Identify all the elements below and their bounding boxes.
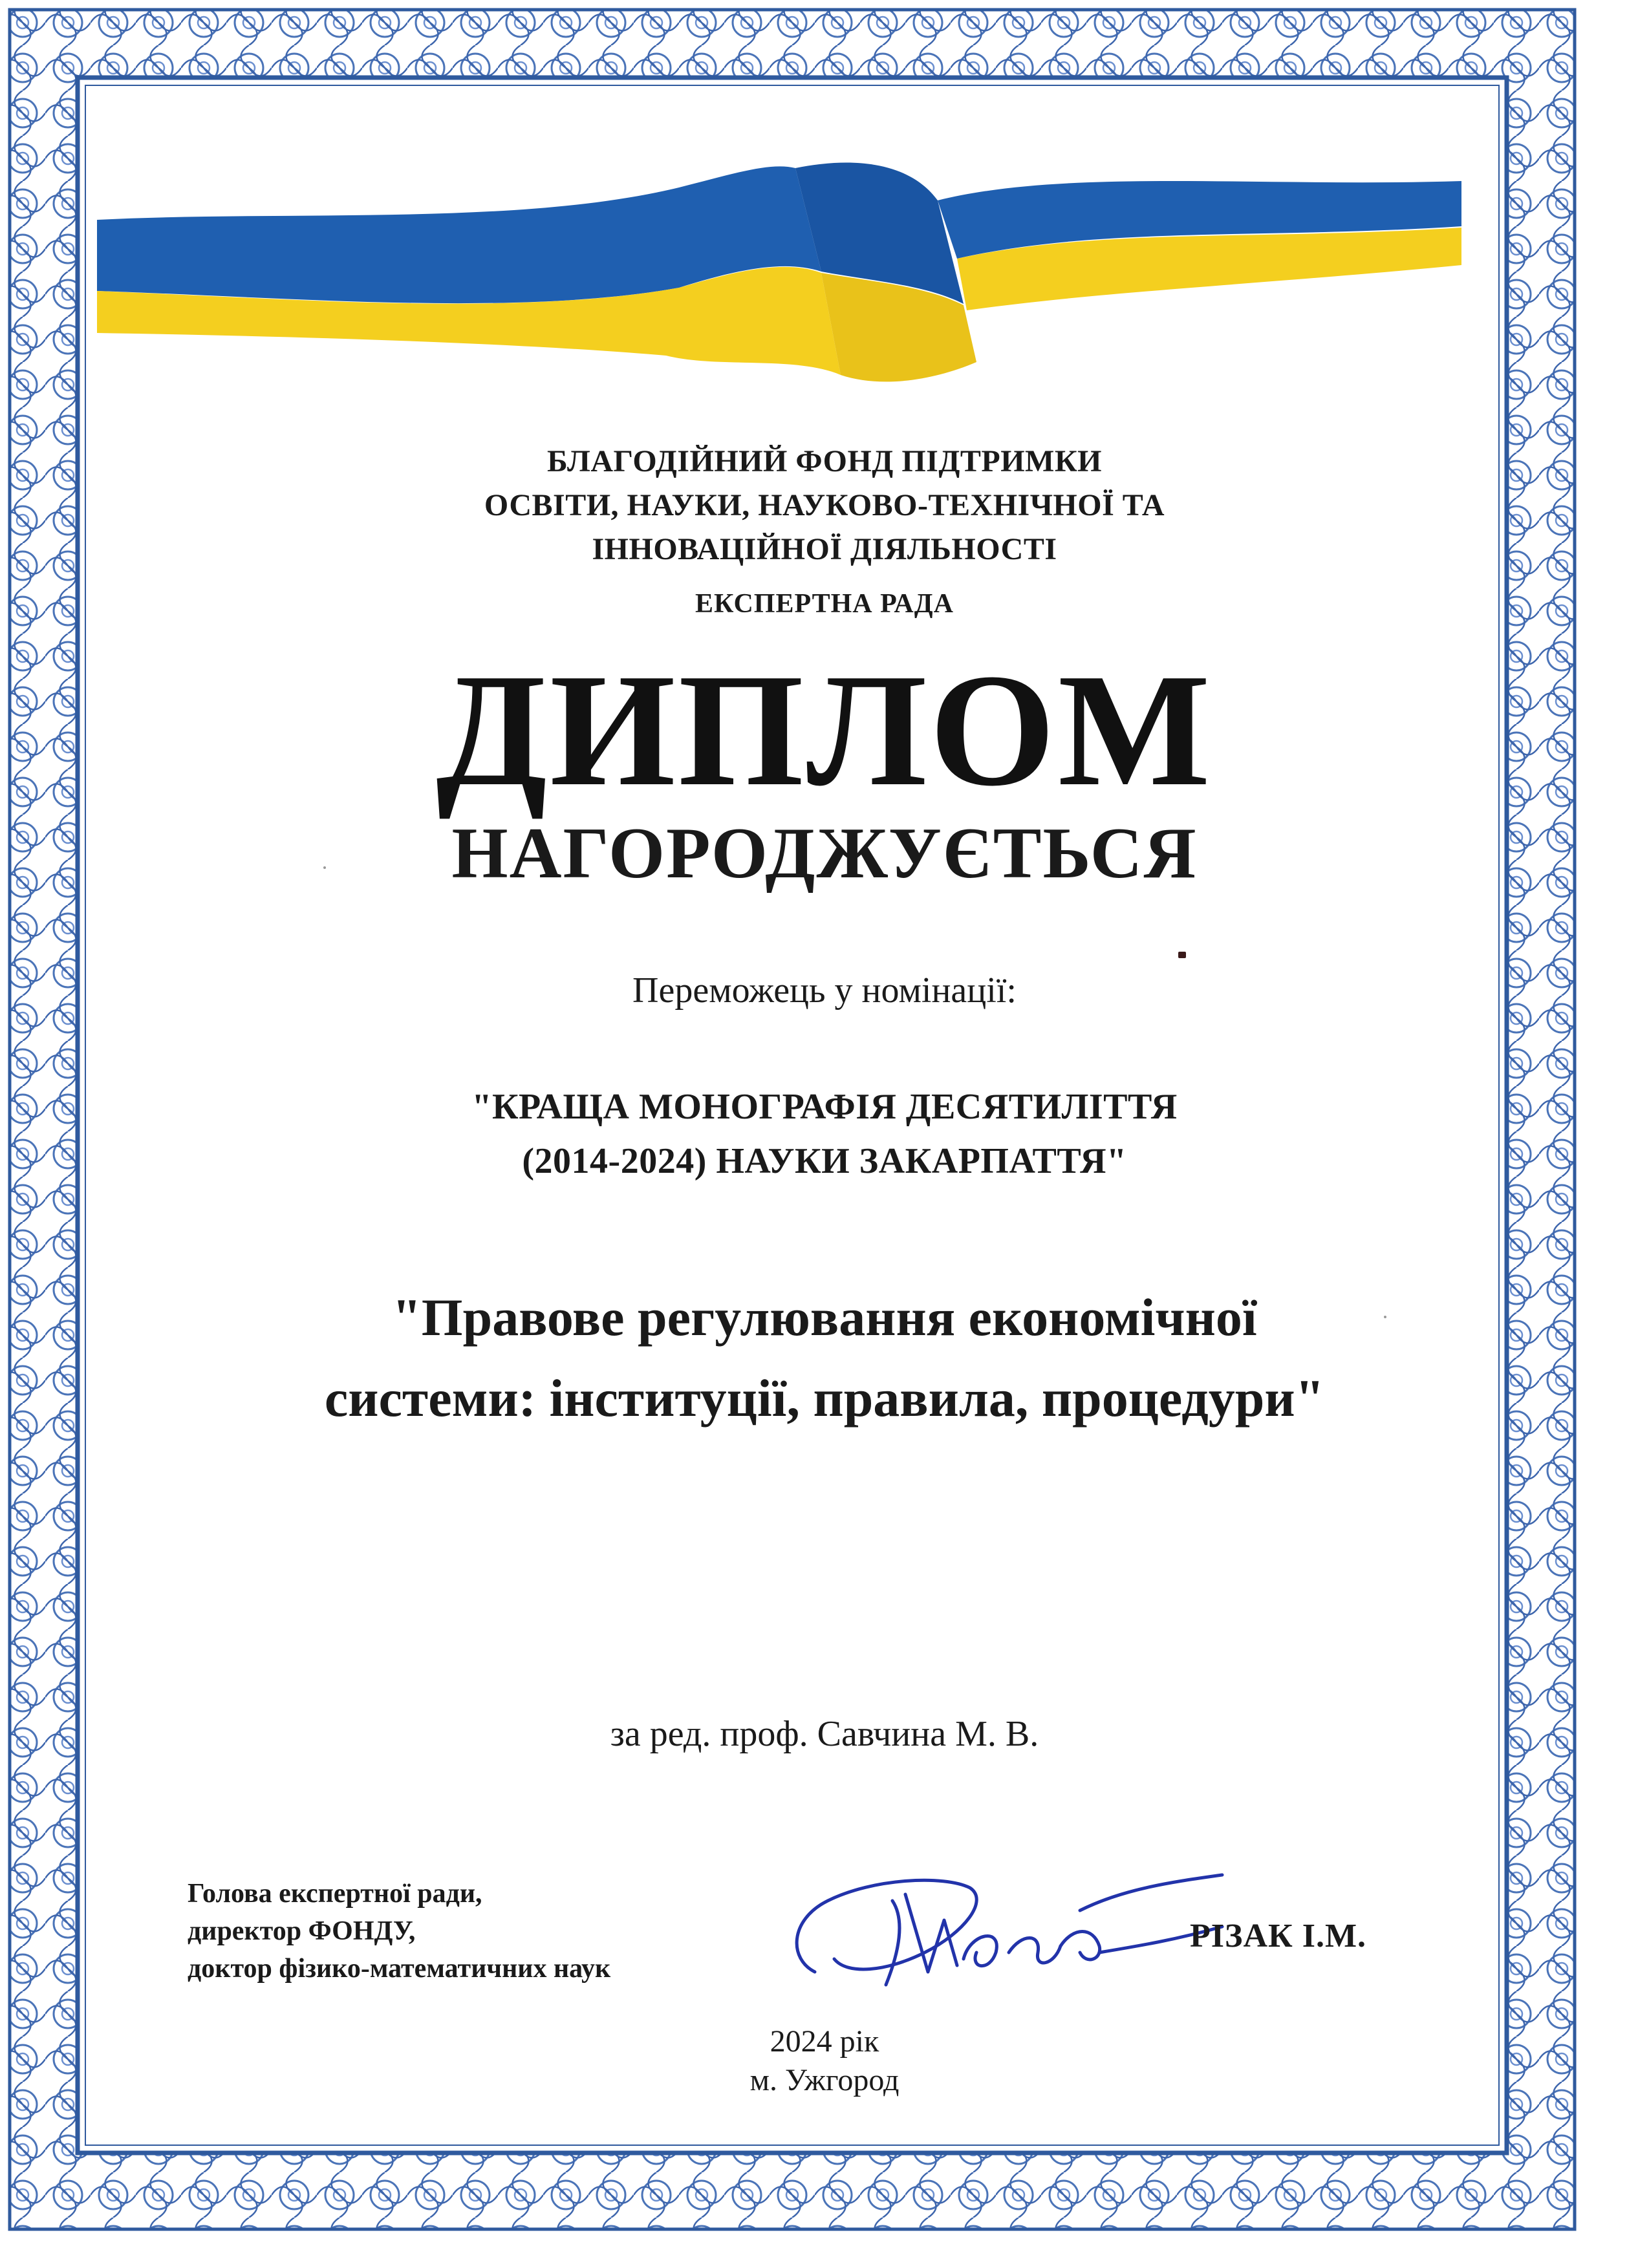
issue-city: м. Ужгород xyxy=(749,2063,900,2097)
winner-label: Переможець у номінації: xyxy=(632,970,1017,1011)
signatory-role-line-1: Голова експертної ради, xyxy=(188,1879,482,1909)
organization-line-3: ІННОВАЦІЙНОЇ ДІЯЛЬНОСТІ xyxy=(592,532,1057,566)
council-label: ЕКСПЕРТНА РАДА xyxy=(695,589,954,619)
issue-year: 2024 рік xyxy=(770,2024,879,2059)
signatory-role xyxy=(188,1875,610,1987)
editor-credit: за ред. проф. Савчина М. В. xyxy=(610,1714,1039,1754)
nomination-line-1: "КРАЩА МОНОГРАФІЯ ДЕСЯТИЛІТТЯ xyxy=(471,1087,1178,1127)
handwritten-signature xyxy=(776,1862,1242,2004)
nomination-line-2: (2014-2024) НАУКИ ЗАКАРПАТТЯ" xyxy=(522,1141,1127,1181)
signatory-role-line-2: директор ФОНДУ, xyxy=(188,1916,416,1946)
organization-line-2: ОСВІТИ, НАУКИ, НАУКОВО-ТЕХНІЧНОЇ ТА xyxy=(484,488,1165,522)
work-title xyxy=(0,1277,1649,1439)
organization-line-1: БЛАГОДІЙНИЙ ФОНД ПІДТРИМКИ xyxy=(547,444,1102,478)
diploma-heading: ДИПЛОМ xyxy=(436,641,1213,820)
signatory-name: РІЗАК І.М. xyxy=(1190,1918,1367,1954)
scan-speck xyxy=(323,866,326,869)
awarded-subheading: НАГОРОДЖУЄТЬСЯ xyxy=(451,813,1198,893)
work-title-line-2: системи: інституції, правила, процедури" xyxy=(324,1369,1325,1428)
nomination-title xyxy=(0,1080,1649,1188)
work-title-line-1: "Правове регулювання економічної xyxy=(392,1288,1257,1347)
scan-speck xyxy=(1178,952,1186,958)
signatory-role-line-3: доктор фізико-математичних наук xyxy=(188,1954,611,1984)
scan-speck xyxy=(1384,1316,1386,1318)
organization-name xyxy=(0,440,1649,572)
flag-ribbon-image xyxy=(97,129,1461,401)
